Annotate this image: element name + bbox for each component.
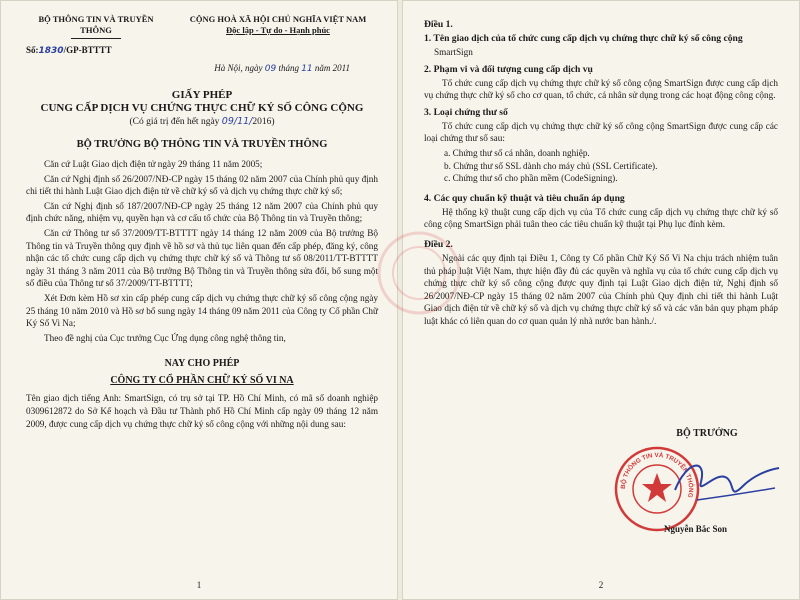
faint-seal-icon bbox=[374, 228, 464, 318]
validity bbox=[26, 115, 378, 129]
section-3-title: 3. Loại chứng thư số bbox=[424, 106, 508, 118]
list-item: c. Chứng thư số cho phần mềm (CodeSigning). bbox=[444, 173, 618, 184]
number-prefix: Số: bbox=[26, 45, 39, 55]
paragraph: Theo đề nghị của Cục trưởng Cục Ứng dụng công nghệ thông tin, bbox=[44, 332, 286, 343]
page-number: 1 bbox=[196, 580, 202, 590]
date-city: Hà Nội, ngày bbox=[214, 63, 263, 73]
national-heading bbox=[178, 14, 378, 57]
date-day: 09 bbox=[264, 64, 277, 74]
issuing-authority: BỘ TRƯỞNG BỘ THÔNG TIN VÀ TRUYỀN THÔNG bbox=[76, 139, 328, 150]
article-1-heading: Điều 1. bbox=[424, 19, 453, 30]
divider bbox=[71, 38, 121, 39]
signature-icon bbox=[657, 440, 787, 520]
signer-title: BỘ TRƯỞNG bbox=[676, 428, 738, 439]
ministry-name: BỘ THÔNG TIN VÀ TRUYỀN THÔNG bbox=[38, 14, 154, 35]
date-month-label: tháng bbox=[278, 63, 299, 73]
number-handwritten: 1830 bbox=[38, 46, 64, 56]
section-1-title: 1. Tên giao dịch của tổ chức cung cấp dịch vụ chứng thực chữ ký số công cộng bbox=[424, 33, 743, 44]
signer-name: Nguyễn Bắc Son bbox=[664, 524, 728, 534]
issuing-agency bbox=[26, 14, 166, 57]
list-item: b. Chứng thư số SSL dành cho máy chủ (SSL Certificate). bbox=[444, 160, 658, 171]
paragraph: Xét Đơn kèm Hồ sơ xin cấp phép cung cấp dịch vụ chứng thực chữ ký số công cộng ngày 25 tháng 10 năm 2010 và Hồ sơ bổ sung ngày 14 tháng 09 năm 2011 của Công ty Cổ phần Chữ Ký Số Vi Na; bbox=[26, 292, 378, 329]
seal-lettering: BỘ THÔNG TIN VÀ TRUYỀN THÔNG bbox=[619, 451, 695, 499]
date-month: 11 bbox=[301, 64, 313, 74]
date-year: năm 2011 bbox=[314, 63, 350, 73]
article-2-heading: Điều 2. bbox=[424, 238, 453, 250]
paragraph: Căn cứ Nghị định số 26/2007/NĐ-CP ngày 15 tháng 02 năm 2007 của Chính phủ quy định chi tiết thi hành Luật Giao dịch điện tử về chữ ký số và dịch vụ chứng thực chữ ký số; bbox=[26, 173, 378, 197]
document-title: CUNG CẤP DỊCH VỤ CHỨNG THỰC CHỮ KÝ SỐ CÔNG CỘNG bbox=[40, 102, 364, 114]
company-description: Tên giao dịch tiếng Anh: SmartSign, có trụ sở tại TP. Hồ Chí Minh, có mã số doanh nghiệp 0309612872 do Sở Kế hoạch và Đầu tư Thành phố Hồ Chí Minh cấp ngày 09 tháng 12 năm 2009, được cung cấp dịch vụ chứng thực chữ ký số công cộng với những nội dung sau: bbox=[26, 393, 378, 429]
paragraph: Căn cứ Nghị định số 187/2007/NĐ-CP ngày 25 tháng 12 năm 2007 của Chính phủ quy định chức năng, nhiệm vụ, quyền hạn và cơ cấu tổ chức của Bộ Thông tin và Truyền thông; bbox=[26, 200, 378, 224]
national-motto: Độc lập - Tự do - Hạnh phúc bbox=[226, 25, 330, 35]
country-name: CỘNG HOÀ XÃ HỘI CHỦ NGHĨA VIỆT NAM bbox=[189, 14, 367, 24]
preamble bbox=[26, 158, 378, 344]
issue-date bbox=[26, 63, 378, 74]
paragraph: Căn cứ Luật Giao dịch điện tử ngày 29 tháng 11 năm 2005; bbox=[44, 159, 263, 169]
document-header bbox=[26, 14, 378, 57]
number-suffix: /GP-BTTTT bbox=[63, 45, 112, 55]
validity-suffix: 2016) bbox=[252, 117, 275, 127]
validity-prefix: (Có giá trị đến hết ngày bbox=[129, 117, 220, 127]
section-2-title: 2. Phạm vi và đối tượng cung cấp dịch vụ bbox=[424, 63, 593, 75]
paragraph: Căn cứ Thông tư số 37/2009/TT-BTTTT ngày 14 tháng 12 năm 2009 của Bộ trưởng Bộ Thông tin và Truyền thông quy định về hồ sơ và thủ tục liên quan đến cấp phép, đăng ký, công nhận các tổ chức cung cấp dịch vụ chứng thực chữ ký số và Thông tư số 08/2011/TT-BTTTT ngày 31 tháng 3 năm 2011 của Bộ trưởng Bộ Thông tin và Truyền thông sửa đổi, bổ sung một số điều của Thông tư số 37/2009/TT-BTTTT; bbox=[26, 227, 378, 289]
company-name: CÔNG TY CỔ PHẦN CHỮ KÝ SỐ VI NA bbox=[110, 375, 294, 387]
article-2-text: Ngoài các quy định tại Điều 1, Công ty Cổ phần Chữ Ký Số Vi Na chịu trách nhiệm tuân thủ pháp luật Việt Nam, thực hiện đầy đủ các quyền và nghĩa vụ của tổ chức cung cấp dịch vụ chứng thực chữ ký số công cộng được quy định tại Luật Giao dịch điện tử, Nghị định số 26/2007/NĐ-CP ngày 15 tháng 02 năm 2007 của Chính phủ Quy định chi tiết thi hành Luật Giao dịch điện tử về chữ ký số và dịch vụ chứng thực chữ ký số và các văn bản quy phạm pháp luật khác có liên quan do cơ quan quản lý nhà nước ban hành./. bbox=[424, 252, 778, 326]
section-4-title: 4. Các quy chuẩn kỹ thuật và tiêu chuẩn áp dụng bbox=[424, 192, 625, 204]
document-page-2 bbox=[402, 0, 800, 600]
document-type: GIẤY PHÉP bbox=[171, 89, 233, 101]
page-number: 2 bbox=[598, 580, 604, 590]
document-page-1 bbox=[0, 0, 398, 600]
grant-heading: NAY CHO PHÉP bbox=[164, 358, 240, 370]
section-3-text: Tổ chức cung cấp dịch vụ chứng thực chữ ký số công cộng SmartSign được cung cấp các loại chứng thư số sau: bbox=[424, 120, 778, 144]
list-item: a. Chứng thư số cá nhân, doanh nghiệp. bbox=[444, 147, 590, 158]
section-1-value: SmartSign bbox=[434, 47, 473, 57]
section-2-text: Tổ chức cung cấp dịch vụ chứng thực chữ ký số công cộng SmartSign được cung cấp dịch vụ chứng thực chữ ký số cho cơ quan, tổ chức, cá nhân sử dụng trong các hoạt động công cộng. bbox=[424, 77, 778, 101]
section-4-text: Hệ thống kỹ thuật cung cấp dịch vụ của Tổ chức cung cấp dịch vụ chứng thực chữ ký số công cộng SmartSign phải tuân theo các tiêu chuẩn kỹ thuật tại Phụ lục đính kèm. bbox=[424, 206, 778, 230]
validity-date: 09/11/ bbox=[221, 116, 253, 127]
document-number bbox=[26, 45, 166, 57]
